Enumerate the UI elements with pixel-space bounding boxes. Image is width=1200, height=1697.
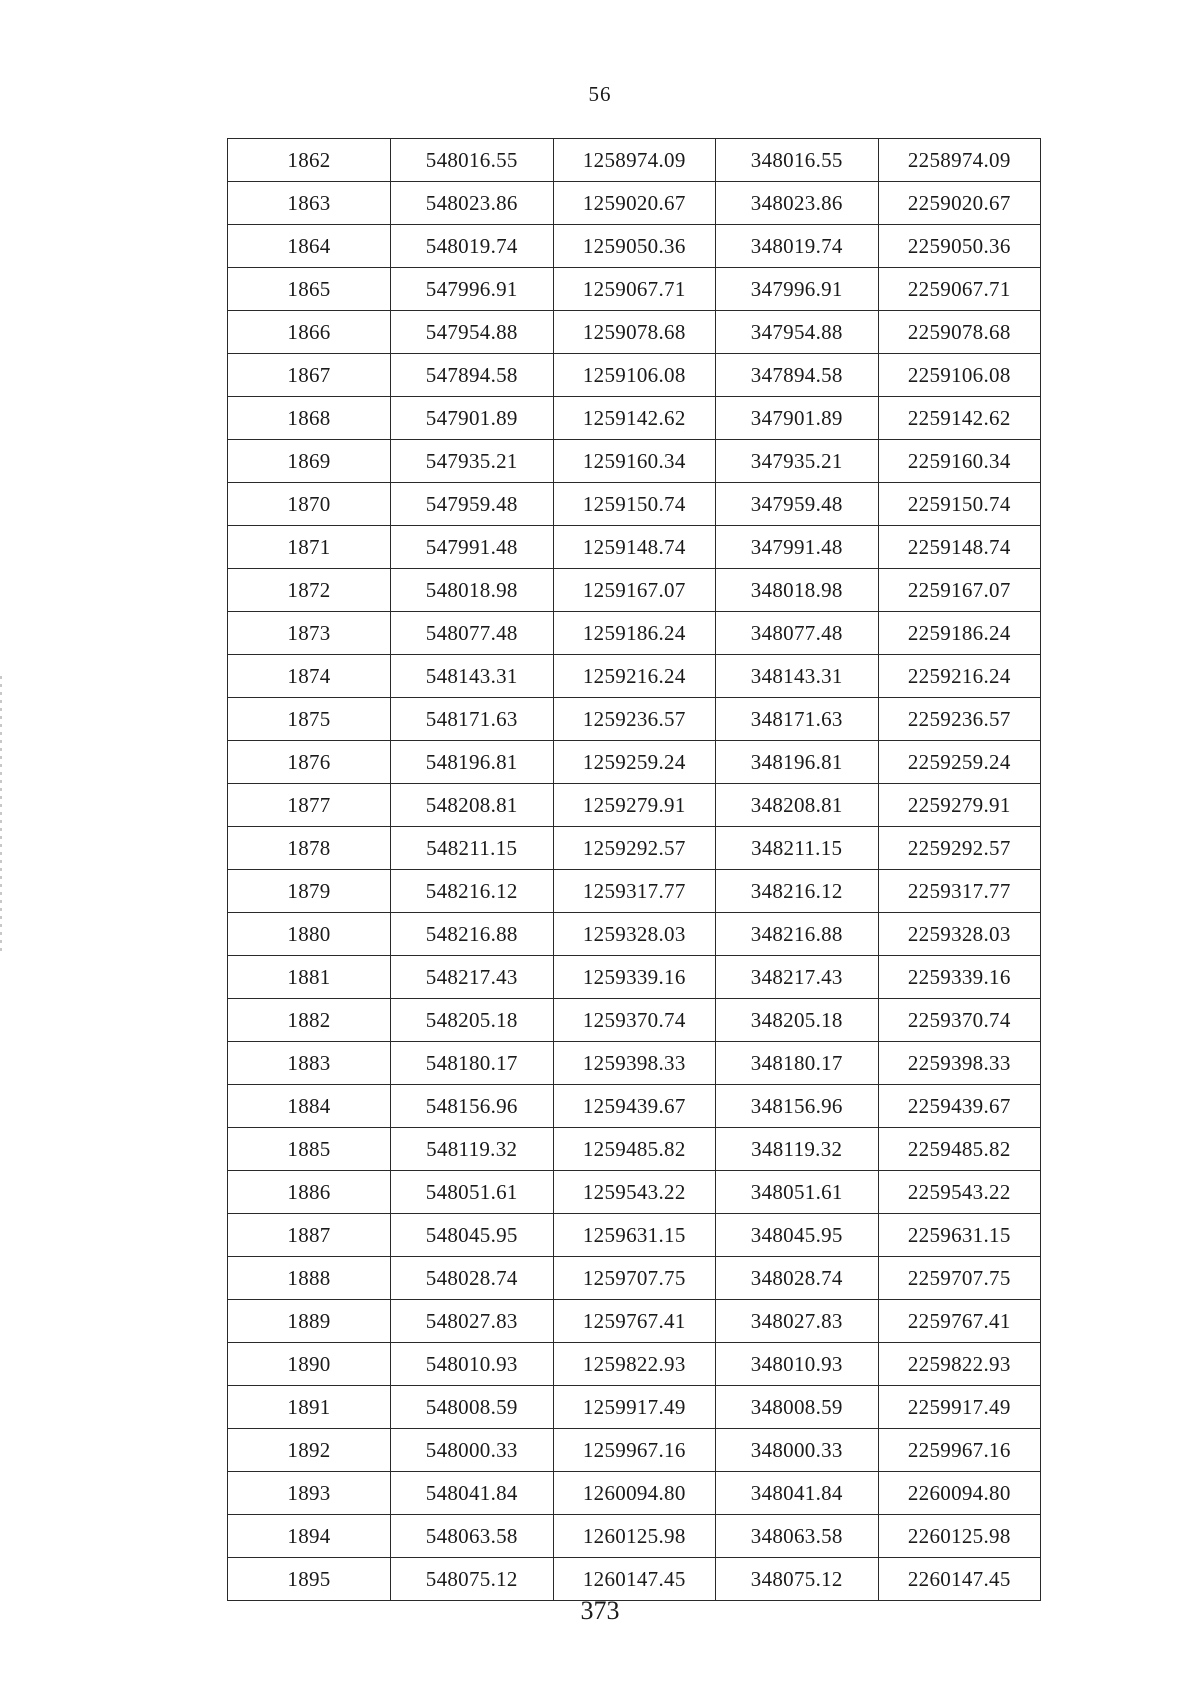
x-coord-cell: 547991.48 <box>391 526 554 569</box>
x-coord-cell: 548156.96 <box>391 1085 554 1128</box>
table-row <box>228 1515 1041 1558</box>
table-row <box>228 225 1041 268</box>
y-coord-alt-cell: 2259236.57 <box>878 698 1041 741</box>
x-coord-cell: 548016.55 <box>391 139 554 182</box>
table-row <box>228 1171 1041 1214</box>
y-coord-cell: 1259317.77 <box>553 870 716 913</box>
y-coord-alt-cell: 2260094.80 <box>878 1472 1041 1515</box>
y-coord-cell: 1259917.49 <box>553 1386 716 1429</box>
y-coord-cell: 1259160.34 <box>553 440 716 483</box>
x-coord-alt-cell: 347959.48 <box>716 483 879 526</box>
x-coord-alt-cell: 348196.81 <box>716 741 879 784</box>
table-row <box>228 139 1041 182</box>
point-id-cell: 1872 <box>228 569 391 612</box>
table-row <box>228 1042 1041 1085</box>
y-coord-alt-cell: 2259543.22 <box>878 1171 1041 1214</box>
y-coord-cell: 1260094.80 <box>553 1472 716 1515</box>
point-id-cell: 1869 <box>228 440 391 483</box>
x-coord-cell: 548171.63 <box>391 698 554 741</box>
point-id-cell: 1883 <box>228 1042 391 1085</box>
y-coord-alt-cell: 2259398.33 <box>878 1042 1041 1085</box>
y-coord-cell: 1259259.24 <box>553 741 716 784</box>
x-coord-cell: 548028.74 <box>391 1257 554 1300</box>
y-coord-cell: 1259292.57 <box>553 827 716 870</box>
table-row <box>228 440 1041 483</box>
x-coord-alt-cell: 348216.12 <box>716 870 879 913</box>
x-coord-cell: 548211.15 <box>391 827 554 870</box>
page-number-bottom: 373 <box>580 1596 620 1625</box>
x-coord-alt-cell: 348023.86 <box>716 182 879 225</box>
table-row <box>228 999 1041 1042</box>
x-coord-cell: 548077.48 <box>391 612 554 655</box>
y-coord-alt-cell: 2259822.93 <box>878 1343 1041 1386</box>
table-row <box>228 397 1041 440</box>
table-row <box>228 784 1041 827</box>
point-id-cell: 1864 <box>228 225 391 268</box>
x-coord-cell: 548019.74 <box>391 225 554 268</box>
table-row <box>228 827 1041 870</box>
y-coord-cell: 1259485.82 <box>553 1128 716 1171</box>
table-row <box>228 1386 1041 1429</box>
x-coord-cell: 548217.43 <box>391 956 554 999</box>
y-coord-cell: 1259216.24 <box>553 655 716 698</box>
x-coord-cell: 548205.18 <box>391 999 554 1042</box>
x-coord-alt-cell: 348041.84 <box>716 1472 879 1515</box>
point-id-cell: 1873 <box>228 612 391 655</box>
y-coord-cell: 1259236.57 <box>553 698 716 741</box>
y-coord-cell: 1259067.71 <box>553 268 716 311</box>
x-coord-alt-cell: 348051.61 <box>716 1171 879 1214</box>
x-coord-alt-cell: 347901.89 <box>716 397 879 440</box>
point-id-cell: 1882 <box>228 999 391 1042</box>
x-coord-alt-cell: 347954.88 <box>716 311 879 354</box>
x-coord-cell: 547996.91 <box>391 268 554 311</box>
table-row <box>228 698 1041 741</box>
point-id-cell: 1867 <box>228 354 391 397</box>
x-coord-alt-cell: 348217.43 <box>716 956 879 999</box>
x-coord-cell: 547901.89 <box>391 397 554 440</box>
table-row <box>228 483 1041 526</box>
table-row <box>228 870 1041 913</box>
table-row <box>228 1085 1041 1128</box>
y-coord-cell: 1259398.33 <box>553 1042 716 1085</box>
y-coord-alt-cell: 2260125.98 <box>878 1515 1041 1558</box>
x-coord-alt-cell: 348045.95 <box>716 1214 879 1257</box>
point-id-cell: 1862 <box>228 139 391 182</box>
table-row <box>228 612 1041 655</box>
page-number-top: 56 <box>588 82 612 106</box>
point-id-cell: 1880 <box>228 913 391 956</box>
x-coord-cell: 548045.95 <box>391 1214 554 1257</box>
y-coord-alt-cell: 2259370.74 <box>878 999 1041 1042</box>
x-coord-alt-cell: 348016.55 <box>716 139 879 182</box>
x-coord-cell: 548196.81 <box>391 741 554 784</box>
table-row <box>228 268 1041 311</box>
point-id-cell: 1894 <box>228 1515 391 1558</box>
y-coord-cell: 1259370.74 <box>553 999 716 1042</box>
x-coord-alt-cell: 348171.63 <box>716 698 879 741</box>
y-coord-cell: 1259543.22 <box>553 1171 716 1214</box>
table-row <box>228 354 1041 397</box>
y-coord-cell: 1260125.98 <box>553 1515 716 1558</box>
y-coord-alt-cell: 2259328.03 <box>878 913 1041 956</box>
table-row <box>228 1343 1041 1386</box>
point-id-cell: 1870 <box>228 483 391 526</box>
x-coord-cell: 548119.32 <box>391 1128 554 1171</box>
y-coord-alt-cell: 2259020.67 <box>878 182 1041 225</box>
x-coord-cell: 548041.84 <box>391 1472 554 1515</box>
y-coord-alt-cell: 2259067.71 <box>878 268 1041 311</box>
y-coord-alt-cell: 2259317.77 <box>878 870 1041 913</box>
point-id-cell: 1868 <box>228 397 391 440</box>
y-coord-alt-cell: 2259917.49 <box>878 1386 1041 1429</box>
y-coord-cell: 1259967.16 <box>553 1429 716 1472</box>
x-coord-cell: 548216.88 <box>391 913 554 956</box>
point-id-cell: 1866 <box>228 311 391 354</box>
x-coord-alt-cell: 348216.88 <box>716 913 879 956</box>
x-coord-cell: 547935.21 <box>391 440 554 483</box>
y-coord-cell: 1259767.41 <box>553 1300 716 1343</box>
table-row <box>228 182 1041 225</box>
x-coord-alt-cell: 348156.96 <box>716 1085 879 1128</box>
y-coord-cell: 1259148.74 <box>553 526 716 569</box>
y-coord-alt-cell: 2259292.57 <box>878 827 1041 870</box>
table-row <box>228 311 1041 354</box>
point-id-cell: 1891 <box>228 1386 391 1429</box>
y-coord-cell: 1259328.03 <box>553 913 716 956</box>
x-coord-cell: 548075.12 <box>391 1558 554 1601</box>
y-coord-alt-cell: 2259050.36 <box>878 225 1041 268</box>
y-coord-alt-cell: 2259767.41 <box>878 1300 1041 1343</box>
point-id-cell: 1876 <box>228 741 391 784</box>
y-coord-cell: 1259167.07 <box>553 569 716 612</box>
y-coord-alt-cell: 2259439.67 <box>878 1085 1041 1128</box>
x-coord-alt-cell: 348028.74 <box>716 1257 879 1300</box>
point-id-cell: 1886 <box>228 1171 391 1214</box>
x-coord-alt-cell: 348027.83 <box>716 1300 879 1343</box>
x-coord-cell: 547954.88 <box>391 311 554 354</box>
table-row <box>228 1300 1041 1343</box>
table-row <box>228 1472 1041 1515</box>
y-coord-cell: 1259186.24 <box>553 612 716 655</box>
point-id-cell: 1871 <box>228 526 391 569</box>
table-row <box>228 741 1041 784</box>
x-coord-cell: 548063.58 <box>391 1515 554 1558</box>
x-coord-alt-cell: 348063.58 <box>716 1515 879 1558</box>
point-id-cell: 1887 <box>228 1214 391 1257</box>
x-coord-cell: 548027.83 <box>391 1300 554 1343</box>
y-coord-alt-cell: 2258974.09 <box>878 139 1041 182</box>
table-row <box>228 1257 1041 1300</box>
point-id-cell: 1893 <box>228 1472 391 1515</box>
y-coord-alt-cell: 2259967.16 <box>878 1429 1041 1472</box>
point-id-cell: 1875 <box>228 698 391 741</box>
x-coord-alt-cell: 348000.33 <box>716 1429 879 1472</box>
point-id-cell: 1892 <box>228 1429 391 1472</box>
x-coord-cell: 548216.12 <box>391 870 554 913</box>
point-id-cell: 1863 <box>228 182 391 225</box>
y-coord-cell: 1259078.68 <box>553 311 716 354</box>
y-coord-cell: 1258974.09 <box>553 139 716 182</box>
x-coord-alt-cell: 347991.48 <box>716 526 879 569</box>
y-coord-alt-cell: 2259631.15 <box>878 1214 1041 1257</box>
x-coord-alt-cell: 348018.98 <box>716 569 879 612</box>
coordinate-table <box>227 138 1041 1601</box>
y-coord-cell: 1259631.15 <box>553 1214 716 1257</box>
table-row <box>228 1429 1041 1472</box>
point-id-cell: 1884 <box>228 1085 391 1128</box>
margin-scan-mark <box>0 676 2 956</box>
x-coord-cell: 548010.93 <box>391 1343 554 1386</box>
x-coord-alt-cell: 347996.91 <box>716 268 879 311</box>
point-id-cell: 1895 <box>228 1558 391 1601</box>
y-coord-cell: 1259439.67 <box>553 1085 716 1128</box>
x-coord-alt-cell: 348208.81 <box>716 784 879 827</box>
y-coord-cell: 1259707.75 <box>553 1257 716 1300</box>
y-coord-alt-cell: 2260147.45 <box>878 1558 1041 1601</box>
point-id-cell: 1888 <box>228 1257 391 1300</box>
point-id-cell: 1881 <box>228 956 391 999</box>
point-id-cell: 1890 <box>228 1343 391 1386</box>
x-coord-alt-cell: 348010.93 <box>716 1343 879 1386</box>
y-coord-alt-cell: 2259707.75 <box>878 1257 1041 1300</box>
y-coord-alt-cell: 2259485.82 <box>878 1128 1041 1171</box>
x-coord-cell: 548051.61 <box>391 1171 554 1214</box>
y-coord-alt-cell: 2259106.08 <box>878 354 1041 397</box>
y-coord-alt-cell: 2259186.24 <box>878 612 1041 655</box>
point-id-cell: 1865 <box>228 268 391 311</box>
x-coord-cell: 547894.58 <box>391 354 554 397</box>
table-row <box>228 569 1041 612</box>
table-row <box>228 1214 1041 1257</box>
x-coord-cell: 547959.48 <box>391 483 554 526</box>
x-coord-cell: 548208.81 <box>391 784 554 827</box>
y-coord-cell: 1259339.16 <box>553 956 716 999</box>
y-coord-cell: 1259106.08 <box>553 354 716 397</box>
x-coord-alt-cell: 348211.15 <box>716 827 879 870</box>
point-id-cell: 1874 <box>228 655 391 698</box>
y-coord-alt-cell: 2259339.16 <box>878 956 1041 999</box>
table-row <box>228 1558 1041 1601</box>
y-coord-alt-cell: 2259150.74 <box>878 483 1041 526</box>
y-coord-cell: 1259020.67 <box>553 182 716 225</box>
x-coord-cell: 548143.31 <box>391 655 554 698</box>
point-id-cell: 1879 <box>228 870 391 913</box>
table-row <box>228 1128 1041 1171</box>
table-row <box>228 526 1041 569</box>
x-coord-cell: 548023.86 <box>391 182 554 225</box>
point-id-cell: 1885 <box>228 1128 391 1171</box>
x-coord-alt-cell: 348205.18 <box>716 999 879 1042</box>
y-coord-alt-cell: 2259167.07 <box>878 569 1041 612</box>
y-coord-cell: 1259142.62 <box>553 397 716 440</box>
point-id-cell: 1877 <box>228 784 391 827</box>
x-coord-cell: 548000.33 <box>391 1429 554 1472</box>
table-body <box>228 139 1041 1601</box>
y-coord-alt-cell: 2259160.34 <box>878 440 1041 483</box>
table-row <box>228 655 1041 698</box>
x-coord-alt-cell: 348119.32 <box>716 1128 879 1171</box>
x-coord-alt-cell: 348008.59 <box>716 1386 879 1429</box>
y-coord-cell: 1259822.93 <box>553 1343 716 1386</box>
y-coord-cell: 1260147.45 <box>553 1558 716 1601</box>
x-coord-cell: 548018.98 <box>391 569 554 612</box>
y-coord-cell: 1259279.91 <box>553 784 716 827</box>
x-coord-alt-cell: 348019.74 <box>716 225 879 268</box>
x-coord-alt-cell: 348075.12 <box>716 1558 879 1601</box>
x-coord-alt-cell: 347935.21 <box>716 440 879 483</box>
y-coord-alt-cell: 2259259.24 <box>878 741 1041 784</box>
table-row <box>228 913 1041 956</box>
point-id-cell: 1878 <box>228 827 391 870</box>
x-coord-cell: 548008.59 <box>391 1386 554 1429</box>
y-coord-alt-cell: 2259216.24 <box>878 655 1041 698</box>
y-coord-cell: 1259150.74 <box>553 483 716 526</box>
x-coord-alt-cell: 348143.31 <box>716 655 879 698</box>
y-coord-alt-cell: 2259279.91 <box>878 784 1041 827</box>
x-coord-cell: 548180.17 <box>391 1042 554 1085</box>
x-coord-alt-cell: 348077.48 <box>716 612 879 655</box>
x-coord-alt-cell: 347894.58 <box>716 354 879 397</box>
y-coord-alt-cell: 2259148.74 <box>878 526 1041 569</box>
point-id-cell: 1889 <box>228 1300 391 1343</box>
x-coord-alt-cell: 348180.17 <box>716 1042 879 1085</box>
y-coord-alt-cell: 2259078.68 <box>878 311 1041 354</box>
y-coord-cell: 1259050.36 <box>553 225 716 268</box>
y-coord-alt-cell: 2259142.62 <box>878 397 1041 440</box>
table-row <box>228 956 1041 999</box>
